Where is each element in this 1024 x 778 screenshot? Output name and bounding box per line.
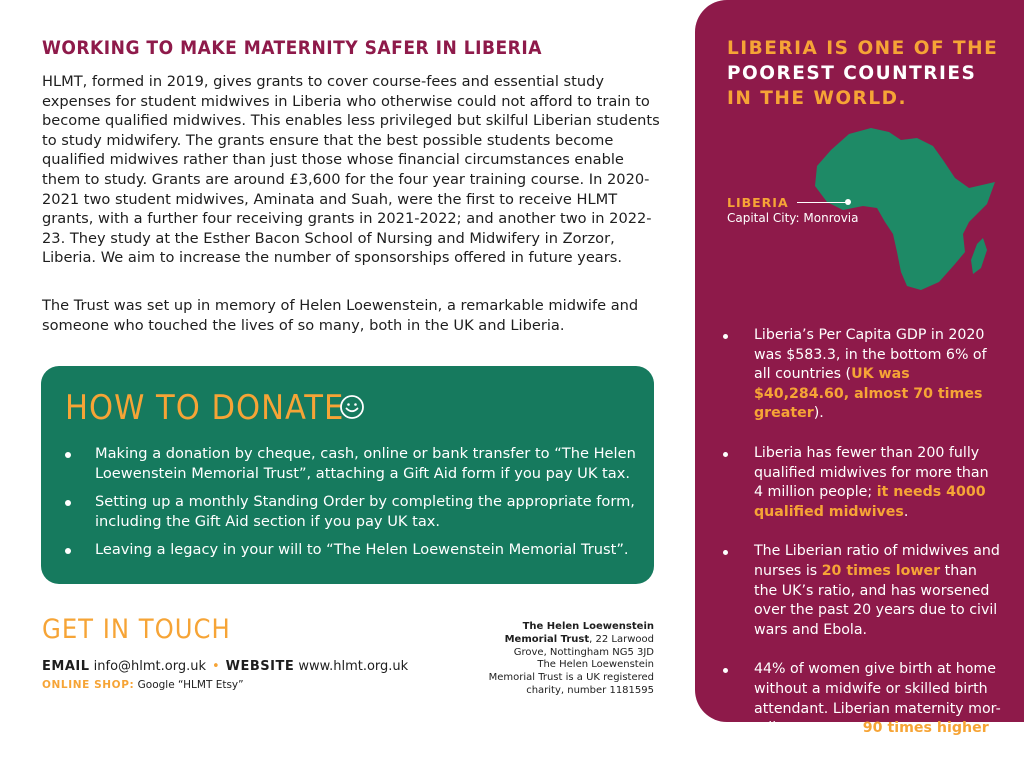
online-shop-line bbox=[42, 679, 244, 691]
online-shop-label: ONLINE SHOP: bbox=[42, 679, 135, 691]
map-pointer-dot bbox=[845, 199, 851, 205]
fact-text: Liberia’s Per Capita GDP in 2020 was $583.3, in the bottom 6% of all countries ( bbox=[754, 327, 987, 383]
donate-item: Making a donation by cheque, cash, online or bank transfer to “The Helen Loewenstein Memorial Trust”, attaching a Gift Aid form if you pay UK tax. bbox=[63, 444, 638, 483]
donate-item: Leaving a legacy in your will to “The Helen Loewenstein Memorial Trust”. bbox=[63, 540, 638, 560]
donate-list bbox=[63, 444, 638, 569]
trust-name: The Helen Loewenstein Memorial Trust bbox=[504, 621, 654, 645]
fact-text: Liberia has fewer than 200 fully qualified midwives for more than 4 million people; bbox=[754, 444, 989, 501]
fact-highlight: UK was $40,284.60, almost 70 times greater bbox=[754, 366, 983, 422]
page-title: WORKING TO MAKE MATERNITY SAFER IN LIBERIA bbox=[42, 37, 542, 59]
trust-registration: The Helen Loewenstein Memorial Trust is a UK registered charity, number 1181595 bbox=[488, 659, 654, 696]
fact-highlight: 90 times higher bbox=[862, 720, 989, 737]
intro-paragraph: HLMT, formed in 2019, gives grants to cover course-fees and essential study expenses for student midwives in Liberia who otherwise could not afford to train to become qualified midwives. This enables less privileged but skilful Liberian students to study midwifery. The grants ensure that the best possible students become qualified midwives rather than just those whose financial circumstances enable them to study. Grants are around £3,600 for the four year training course. In 2020-2021 two student midwives, Aminata and Suah, were the first to receive HLMT grants, with a further four receiving grants in 2021-2022; and another two in 2022-23. They study at the Esther Bacon School of Nursing and Midwifery in Zorzor, Liberia. We aim to increase the number of sponsorships offered in future years. bbox=[42, 73, 660, 267]
map-capital-label: Capital City: Monrovia bbox=[727, 211, 859, 225]
fact-text: ). bbox=[813, 405, 824, 422]
fact-text: The Liberian ratio of midwives and nurses is bbox=[754, 543, 1000, 579]
memory-paragraph: The Trust was set up in memory of Helen Loewenstein, a remarkable midwife and someone who touched the lives of so many, both in the UK and Liberia. bbox=[42, 297, 639, 334]
fact-item bbox=[721, 444, 1001, 522]
map-pointer-line bbox=[797, 202, 847, 203]
email-link[interactable]: info@hlmt.org.uk bbox=[93, 659, 206, 674]
facts-list bbox=[721, 326, 1001, 778]
fact-text: . bbox=[903, 503, 909, 520]
get-in-touch-title: GET IN TOUCH bbox=[42, 614, 231, 645]
fact-text: than the UK’s ratio, and has worsened over the past 20 years due to civil wars and Ebola. bbox=[754, 562, 998, 638]
panel-heading-line: IN THE WORLD. bbox=[727, 88, 908, 109]
fact-text: than in the UK! bbox=[754, 739, 862, 756]
online-shop-text: Google “HLMT Etsy” bbox=[137, 679, 244, 691]
email-label: EMAIL bbox=[42, 659, 90, 674]
website-label: WEBSITE bbox=[225, 659, 295, 674]
fact-highlight: it needs 4000 qualified midwives bbox=[754, 484, 986, 520]
fact-item bbox=[721, 542, 1001, 640]
panel-heading-line: POOREST COUNTRIES bbox=[727, 63, 977, 84]
how-to-donate-box bbox=[41, 366, 654, 584]
contact-line bbox=[42, 659, 408, 674]
fact-highlight: 20 times lower bbox=[821, 562, 941, 579]
map-country-label: LIBERIA bbox=[727, 195, 789, 210]
trust-street: , 22 Larwood Grove, Nottingham NG5 3JD bbox=[513, 633, 654, 658]
fact-item bbox=[721, 326, 1001, 424]
donate-title: HOW TO DONATE bbox=[65, 388, 345, 428]
panel-heading bbox=[727, 36, 1017, 111]
separator-dot: • bbox=[212, 659, 220, 674]
trust-address bbox=[488, 621, 654, 698]
donate-item: Setting up a monthly Standing Order by completing the appropriate form, including the Gift Aid section if you pay UK tax. bbox=[63, 492, 638, 531]
fact-item bbox=[721, 660, 1001, 758]
panel-heading-line: LIBERIA IS ONE OF THE bbox=[727, 38, 999, 59]
website-link[interactable]: www.hlmt.org.uk bbox=[298, 659, 409, 674]
facts-panel bbox=[695, 0, 1024, 756]
smiley-icon bbox=[339, 394, 365, 420]
fact-text: 44% of women give birth at home without a midwife or skilled birth attendant. Liberian maternity mor-tality rates are bbox=[754, 661, 1001, 737]
